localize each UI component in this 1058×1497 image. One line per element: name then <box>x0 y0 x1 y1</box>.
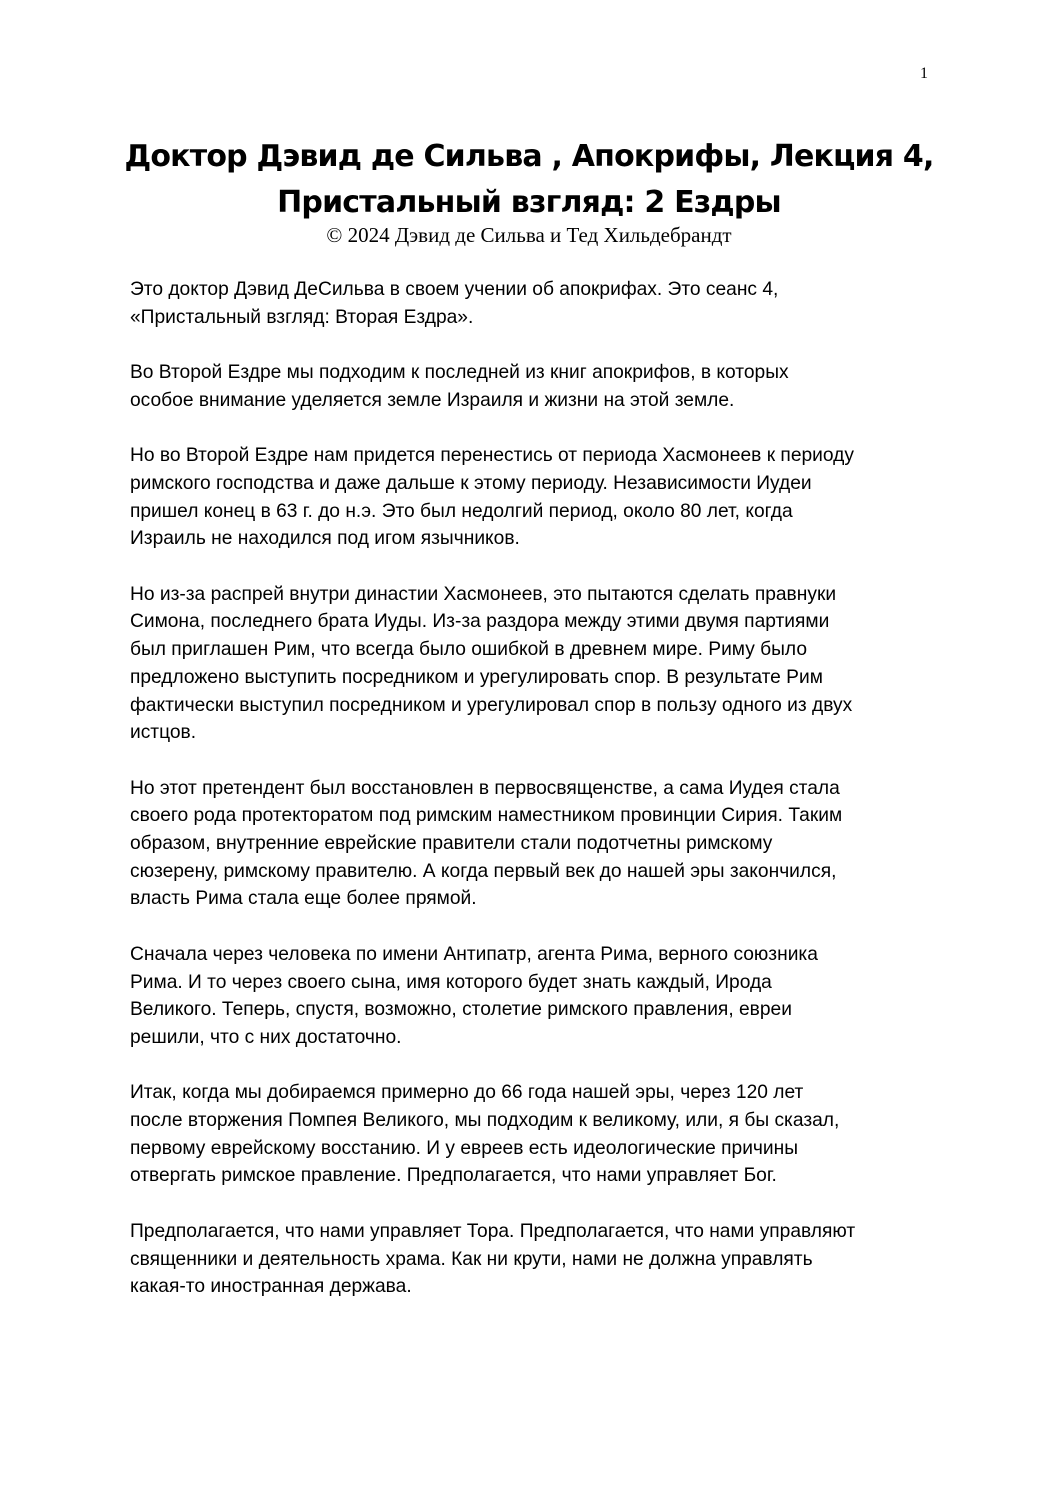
paragraph <box>130 581 930 747</box>
text-line: Великого. Теперь, спустя, возможно, столетие римского правления, евреи <box>130 999 792 1021</box>
paragraph <box>130 775 930 914</box>
paragraph <box>130 941 930 1052</box>
text-line: решили, что с них достаточно. <box>130 1026 402 1048</box>
text-line: Итак, когда мы добираемся примерно до 66 года нашей эры, через 120 лет <box>130 1082 804 1104</box>
text-line: священники и деятельность храма. Как ни крути, нами не должна управлять <box>130 1248 813 1270</box>
text-line: особое внимание уделяется земле Израиля и жизни на этой земле. <box>130 389 735 411</box>
title-line: Пристальный взгляд: 2 Ездры <box>277 185 781 220</box>
paragraph <box>130 1079 930 1190</box>
text-line: Во Второй Ездре мы подходим к последней из книг апокрифов, в которых <box>130 362 789 384</box>
text-line: Израиль не находился под игом язычников. <box>130 528 520 550</box>
title-line: Доктор Дэвид де Сильва , Апокрифы, Лекция 4, <box>124 139 934 174</box>
text-line: сюзерену, римскому правителю. А когда первый век до нашей эры закончился, <box>130 860 837 882</box>
text-line: первому еврейскому восстанию. И у евреев есть идеологические причины <box>130 1137 799 1159</box>
text-line: власть Рима стала еще более прямой. <box>130 888 477 910</box>
document-body <box>130 276 930 1329</box>
text-line: истцов. <box>130 722 197 744</box>
text-line: Симона, последнего брата Иуды. Из-за раздора между этими двумя партиями <box>130 611 830 633</box>
copyright-line: © 2024 Дэвид де Сильва и Тед Хильдебрандт <box>326 223 732 247</box>
text-line: Сначала через человека по имени Антипатр, агента Рима, верного союзника <box>130 943 818 965</box>
text-line: пришел конец в 63 г. до н.э. Это был недолгий период, около 80 лет, когда <box>130 500 793 522</box>
paragraph <box>130 359 930 414</box>
text-line: был приглашен Рим, что всегда было ошибкой в древнем мире. Риму было <box>130 639 808 661</box>
text-line: образом, внутренние еврейские правители стали подотчетны римскому <box>130 833 773 854</box>
text-line: какая-то иностранная держава. <box>130 1276 412 1298</box>
document-title <box>100 134 958 226</box>
text-line: Это доктор Дэвид ДеСильва в своем учении об апокрифах. Это сеанс 4, <box>130 279 779 300</box>
text-line: предложено выступить посредником и урегулировать спор. В результате Рим <box>130 666 823 688</box>
text-line: отвергать римское правление. Предполагается, что нами управляет Бог. <box>130 1165 777 1187</box>
paragraph <box>130 276 930 331</box>
text-line: своего рода протекторатом под римским наместником провинции Сирия. Таким <box>130 805 843 827</box>
text-line: римского господства и даже дальше к этому периоду. Независимости Иудеи <box>130 472 812 494</box>
page-number: 1 <box>920 65 928 82</box>
text-line: фактически выступил посредником и урегулировал спор в пользу одного из двух <box>130 694 853 716</box>
text-line: Но из-за распрей внутри династии Хасмонеев, это пытаются сделать правнуки <box>130 583 837 605</box>
text-line: Но во Второй Ездре нам придется перенестись от периода Хасмонеев к периоду <box>130 445 854 467</box>
paragraph <box>130 1218 930 1301</box>
text-line: Рима. И то через своего сына, имя которого будет знать каждый, Ирода <box>130 971 772 993</box>
text-line: Но этот претендент был восстановлен в первосвященстве, а сама Иудея стала <box>130 777 840 799</box>
paragraph <box>130 442 930 553</box>
text-line: после вторжения Помпея Великого, мы подходим к великому, или, я бы сказал, <box>130 1110 840 1131</box>
text-line: «Пристальный взгляд: Вторая Ездра». <box>130 306 474 328</box>
text-line: Предполагается, что нами управляет Тора. Предполагается, что нами управляют <box>130 1220 856 1242</box>
